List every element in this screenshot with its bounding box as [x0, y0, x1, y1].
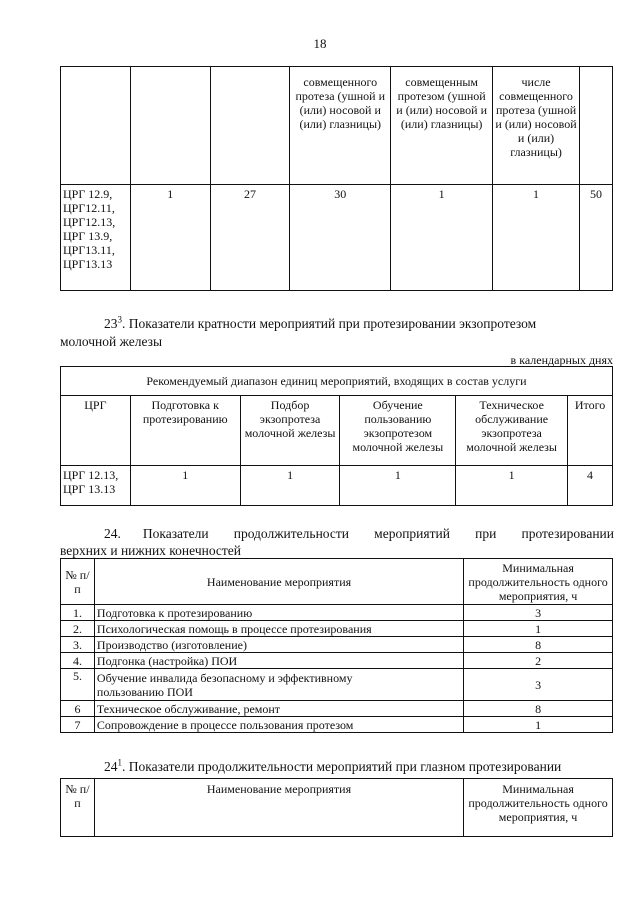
- row-value: 8: [464, 701, 613, 717]
- table-row: [61, 701, 613, 717]
- row-number: 1.: [61, 605, 95, 621]
- column-header: Подбор экзопротеза молочной железы: [240, 396, 340, 466]
- units-note: в календарных днях: [510, 353, 613, 367]
- column-header: Наименование мероприятия: [94, 779, 463, 837]
- row-value: 8: [464, 637, 613, 653]
- row-number: 5.: [61, 669, 95, 701]
- row-name: Производство (изготовление): [94, 637, 463, 653]
- page-number: 18: [313, 36, 327, 51]
- column-header: Обучение пользованию экзопротезом молочной железы: [340, 396, 456, 466]
- column-header: ЦРГ: [61, 396, 131, 466]
- value-cell: 1: [493, 185, 580, 291]
- section-superscript: 1: [117, 757, 122, 768]
- section-title: . Показатели кратности мероприятий при протезировании экзопротезом: [122, 316, 537, 331]
- row-name: Психологическая помощь в процессе протезирования: [94, 621, 463, 637]
- header-cell: [580, 67, 613, 185]
- value-cell: 50: [580, 185, 613, 291]
- table-row: [61, 653, 613, 669]
- column-header: Минимальная продолжительность одного мероприятия, ч: [464, 779, 613, 837]
- row-name: Обучение инвалида безопасному и эффективному пользованию ПОИ: [94, 669, 463, 701]
- section-23-3-heading: [104, 315, 614, 332]
- section-title: . Показатели продолжительности мероприятий при глазном протезировании: [122, 759, 562, 774]
- column-header: Подготовка к протезированию: [130, 396, 240, 466]
- row-value: 2: [464, 653, 613, 669]
- value-cell: 1: [340, 466, 456, 506]
- section-24-1-heading: [104, 758, 561, 775]
- section-superscript: 3: [117, 314, 122, 325]
- header-cell: совмещенным протезом (ушной и (или) носовой и (или) глазницы): [391, 67, 493, 185]
- table-row: [61, 605, 613, 621]
- column-header: Наименование мероприятия: [94, 559, 463, 605]
- column-header: Минимальная продолжительность одного мероприятия, ч: [464, 559, 613, 605]
- row-name: Сопровождение в процессе пользования протезом: [94, 717, 463, 733]
- column-header: Итого: [568, 396, 613, 466]
- table-row: [61, 621, 613, 637]
- row-value: 3: [464, 669, 613, 701]
- table-row: [61, 466, 613, 506]
- value-cell: 1: [391, 185, 493, 291]
- value-cell: 1: [456, 466, 568, 506]
- row-value: 1: [464, 717, 613, 733]
- row-number: 7: [61, 717, 95, 733]
- value-cell: 30: [290, 185, 391, 291]
- column-header: № п/п: [61, 779, 95, 837]
- section-number: 24: [104, 759, 118, 774]
- table-breast-prosthesis: [60, 366, 613, 506]
- section-number: 24.: [104, 526, 121, 541]
- row-name: Техническое обслуживание, ремонт: [94, 701, 463, 717]
- value-cell: 1: [130, 185, 210, 291]
- table-eye-prosthesis: [60, 778, 613, 837]
- value-cell: 1: [130, 466, 240, 506]
- table-header-row: [61, 559, 613, 605]
- value-cell: 1: [240, 466, 340, 506]
- header-cell: [61, 67, 131, 185]
- column-header: Техническое обслуживание экзопротеза молочной железы: [456, 396, 568, 466]
- header-cell: [210, 67, 290, 185]
- value-cell: 27: [210, 185, 290, 291]
- section-23-3-heading-line2: молочной железы: [60, 334, 163, 349]
- row-value: 1: [464, 621, 613, 637]
- table-header-row: [61, 67, 613, 185]
- range-header: Рекомендуемый диапазон единиц мероприятий, входящих в состав услуги: [61, 367, 613, 396]
- section-number: 23: [104, 316, 118, 331]
- table-header-row: [61, 779, 613, 837]
- row-number: 6: [61, 701, 95, 717]
- table-continuation: [60, 66, 613, 291]
- row-number: 2.: [61, 621, 95, 637]
- row-number: 4.: [61, 653, 95, 669]
- value-cell: 4: [568, 466, 613, 506]
- crg-cell: ЦРГ 12.9, ЦРГ12.11, ЦРГ12.13, ЦРГ 13.9, ЦРГ13.11, ЦРГ13.13: [61, 185, 131, 291]
- section-24-heading: [104, 525, 614, 542]
- header-cell: совмещенного протеза (ушной и (или) носовой и (или) глазницы): [290, 67, 391, 185]
- table-row: [61, 669, 613, 701]
- crg-cell: ЦРГ 12.13, ЦРГ 13.13: [61, 466, 131, 506]
- header-cell: [130, 67, 210, 185]
- table-row: [61, 185, 613, 291]
- row-number: 3.: [61, 637, 95, 653]
- section-24-heading-line2: верхних и нижних конечностей: [60, 543, 242, 558]
- row-name: Подготовка к протезированию: [94, 605, 463, 621]
- column-header: № п/п: [61, 559, 95, 605]
- table-row: [61, 637, 613, 653]
- table-header-row: [61, 396, 613, 466]
- table-row: [61, 717, 613, 733]
- row-value: 3: [464, 605, 613, 621]
- table-limb-prosthesis: [60, 558, 613, 733]
- header-cell: числе совмещенного протеза (ушной и (или) носовой и (или) глазницы): [493, 67, 580, 185]
- section-title: Показатели продолжительности мероприятий при протезировании: [142, 526, 614, 541]
- row-name: Подгонка (настройка) ПОИ: [94, 653, 463, 669]
